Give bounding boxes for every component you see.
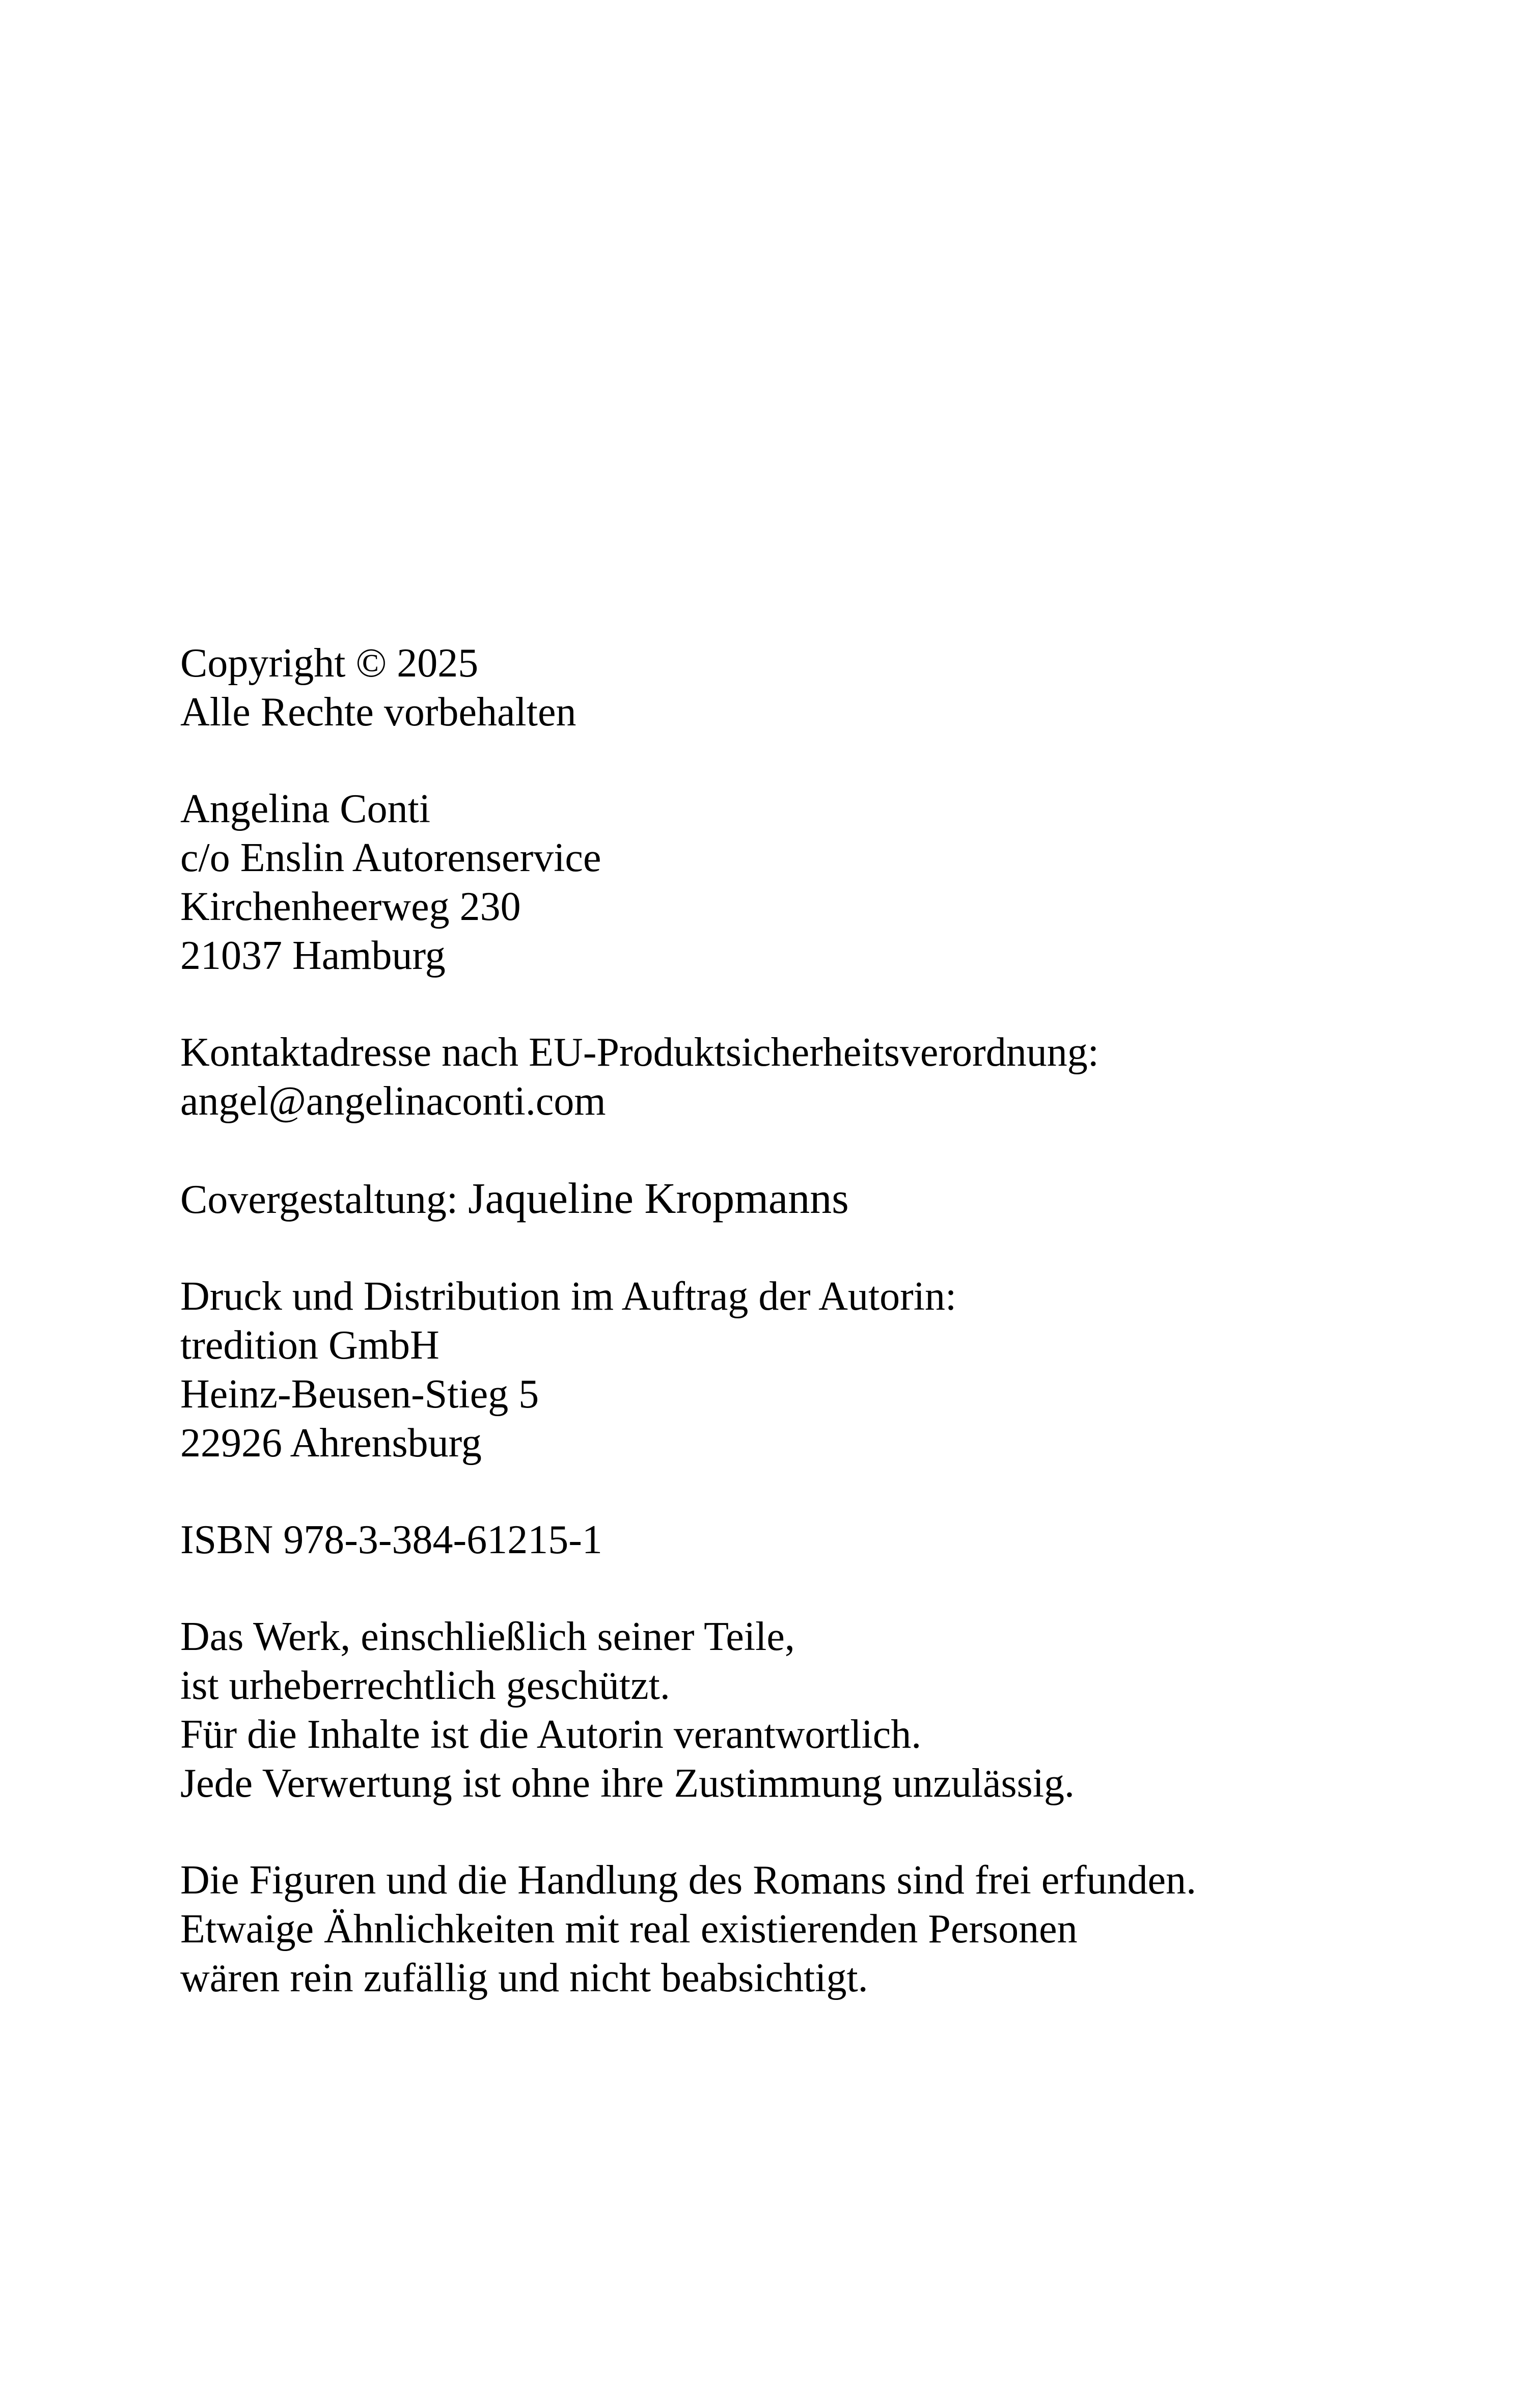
author-city: 21037 Hamburg xyxy=(180,933,446,978)
rights-notice-line: ist urheberrechtlich geschützt. xyxy=(180,1663,670,1708)
imprint-content xyxy=(180,639,1453,2050)
contact-label: Kontaktadresse nach EU-Produktsicherheitsverordnung: xyxy=(180,1030,1099,1075)
rights-notice-block xyxy=(180,1612,1453,1808)
copyright-block xyxy=(180,639,1453,737)
contact-email: angel@angelinaconti.com xyxy=(180,1079,606,1124)
author-care-of: c/o Enslin Autorenservice xyxy=(180,835,601,880)
contact-block xyxy=(180,1028,1453,1126)
fiction-disclaimer-block xyxy=(180,1856,1453,2002)
rights-reserved-line: Alle Rechte vorbehalten xyxy=(180,690,576,735)
author-name: Angelina Conti xyxy=(180,787,431,831)
isbn-block xyxy=(180,1515,1453,1564)
rights-notice-line: Jede Verwertung ist ohne ihre Zustimmung unzulässig. xyxy=(180,1761,1075,1806)
author-address-block xyxy=(180,784,1453,980)
cover-designer-name: Jaqueline Kropmanns xyxy=(468,1174,849,1223)
author-street: Kirchenheerweg 230 xyxy=(180,884,521,929)
distribution-city: 22926 Ahrensburg xyxy=(180,1421,482,1466)
copyright-line: Copyright © 2025 xyxy=(180,641,479,686)
isbn-line: ISBN 978-3-384-61215-1 xyxy=(180,1518,602,1562)
distribution-company: tredition GmbH xyxy=(180,1323,439,1368)
cover-design-label: Covergestaltung: xyxy=(180,1177,458,1222)
disclaimer-line: Etwaige Ähnlichkeiten mit real existierenden Personen xyxy=(180,1907,1078,1952)
distribution-street: Heinz-Beusen-Stieg 5 xyxy=(180,1372,539,1417)
disclaimer-line: wären rein zufällig und nicht beabsichtigt. xyxy=(180,1956,868,2000)
rights-notice-line: Das Werk, einschließlich seiner Teile, xyxy=(180,1614,795,1659)
rights-notice-line: Für die Inhalte ist die Autorin verantwortlich. xyxy=(180,1712,922,1757)
disclaimer-line: Die Figuren und die Handlung des Romans sind frei erfunden. xyxy=(180,1858,1197,1903)
distribution-label: Druck und Distribution im Auftrag der Autorin: xyxy=(180,1274,957,1319)
distribution-block xyxy=(180,1272,1453,1468)
cover-design-line xyxy=(180,1174,1453,1224)
cover-design-block xyxy=(180,1174,1453,1224)
